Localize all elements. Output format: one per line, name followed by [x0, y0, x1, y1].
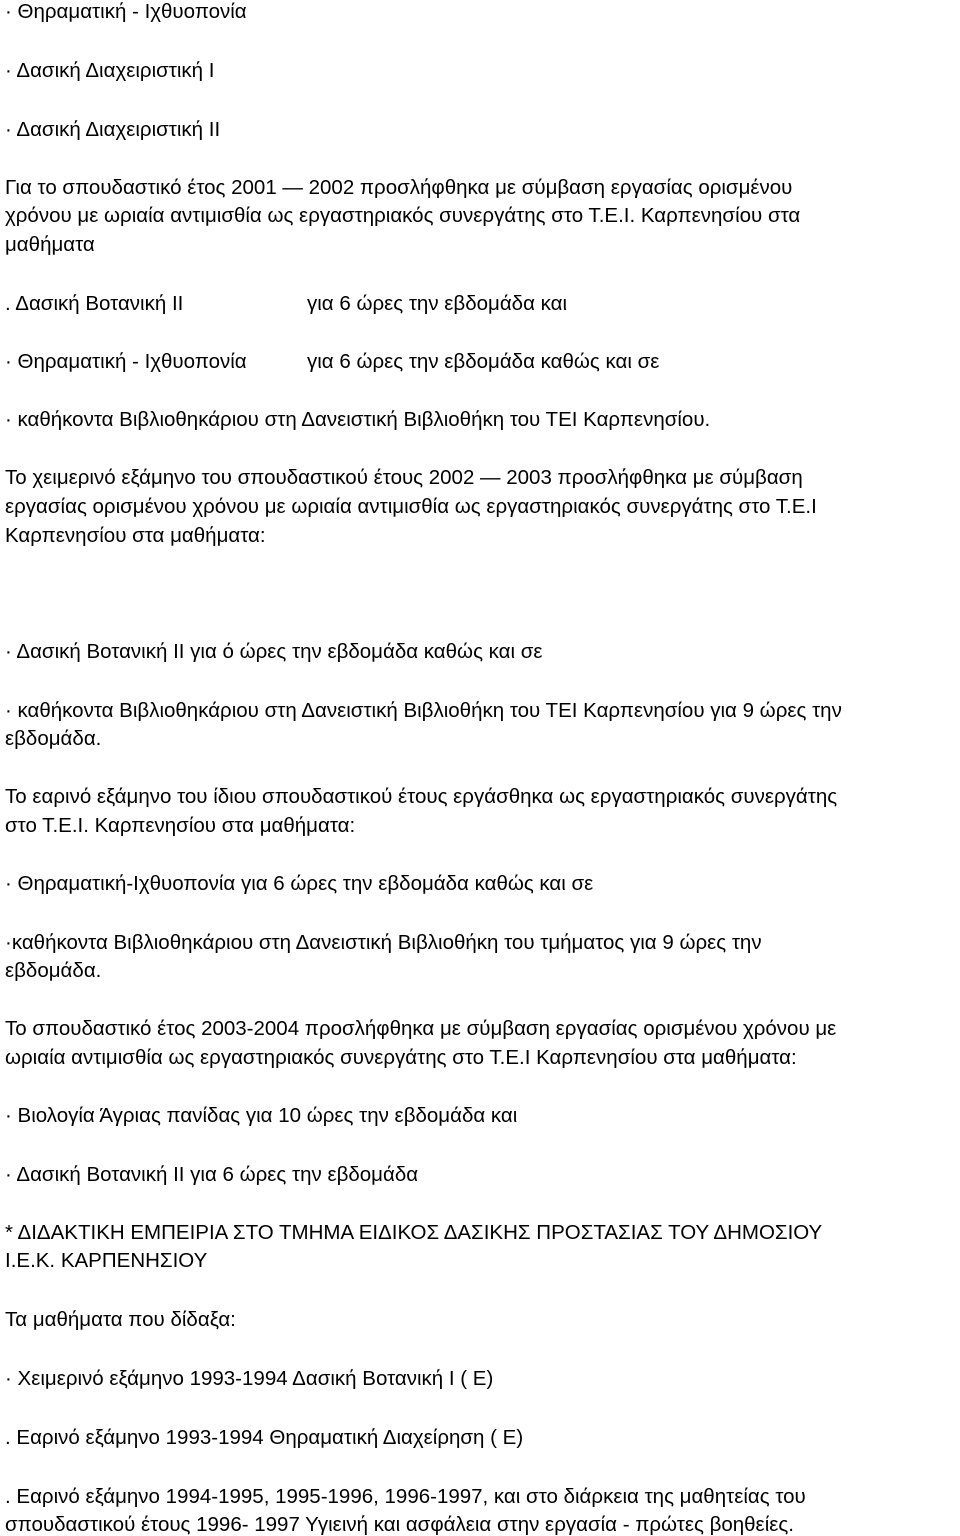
list-item-forest-mgmt-2: · Δασική Διαχειριστική II	[5, 118, 221, 141]
list-item-forest-mgmt-1: · Δασική Διαχειριστική I	[5, 59, 215, 82]
paragraph-line: Το σπουδαστικό έτος 2003-2004 προσλήφθηκα με σύμβαση εργασίας ορισμένου χρόνου με	[5, 1017, 837, 1040]
list-item-hunting-fish: · Θηραματική - Ιχθυοπονία	[5, 0, 247, 23]
course-hours: για 6 ώρες την εβδομάδα και	[307, 292, 568, 315]
list-item: · Δασική Βοτανική II για 6 ώρες την εβδομάδα	[5, 1163, 419, 1186]
list-item: · καθήκοντα Βιβλιοθηκάριου στη Δανειστική Βιβλιοθήκη του ΤΕΙ Καρπενησίου.	[5, 408, 711, 431]
paragraph-line: εργασίας ορισμένου χρόνου με ωριαία αντιμισθία ως εργαστηριακός συνεργάτης στο Τ.Ε.Ι	[5, 495, 817, 518]
list-item: · Χειμερινό εξάμηνο 1993-1994 Δασική Βοτανική I ( Ε)	[5, 1367, 494, 1390]
list-item: · Βιολογία Άγριας πανίδας για 10 ώρες την εβδομάδα και	[5, 1104, 518, 1127]
paragraph-line: Το χειμερινό εξάμηνο του σπουδαστικού έτους 2002 — 2003 προσλήφθηκα με σύμβαση	[5, 466, 803, 489]
list-item-cont: εβδομάδα.	[5, 727, 102, 750]
paragraph-line: Τα μαθήματα που δίδαξα:	[5, 1308, 236, 1331]
paragraph-line: Για το σπουδαστικό έτος 2001 — 2002 προσλήφθηκα με σύμβαση εργασίας ορισμένου	[5, 176, 793, 199]
section-heading: * ΔΙΔΑΚΤΙΚΗ ΕΜΠΕΙΡΙΑ ΣΤΟ ΤΜΗΜΑ ΕΙΔΙΚΟΣ ΔΑΣΙΚΗΣ ΠΡΟΣΤΑΣΙΑΣ ΤΟΥ ΔΗΜΟΣΙΟΥ	[5, 1221, 823, 1244]
list-item: · καθήκοντα Βιβλιοθηκάριου στη Δανειστική Βιβλιοθήκη του ΤΕΙ Καρπενησίου για 9 ώρες την	[5, 699, 842, 722]
list-item-cont: εβδομάδα.	[5, 959, 102, 982]
paragraph-line: ωριαία αντιμισθία ως εργαστηριακός συνεργάτης στο Τ.Ε.Ι Καρπενησίου στα μαθήματα:	[5, 1046, 797, 1069]
paragraph-line: στο Τ.Ε.Ι. Καρπενησίου στα μαθήματα:	[5, 814, 356, 837]
list-item: ·καθήκοντα Βιβλιοθηκάριου στη Δανειστική Βιβλιοθήκη του τμήματος για 9 ώρες την	[5, 931, 762, 954]
paragraph-line: Το εαρινό εξάμηνο του ίδιου σπουδαστικού έτους εργάσθηκα ως εργαστηριακός συνεργάτης	[5, 785, 838, 808]
list-item: . Εαρινό εξάμηνο 1993-1994 Θηραματική Διαχείρηση ( Ε)	[5, 1426, 524, 1449]
course-name: . Δασική Βοτανική II	[5, 292, 184, 315]
list-item-cont: σπουδαστικού έτους 1996- 1997 Υγιεινή και ασφάλεια στην εργασία - πρώτες βοηθείες.	[5, 1513, 794, 1536]
course-hours: για 6 ώρες την εβδομάδα καθώς και σε	[307, 350, 660, 373]
paragraph-line: χρόνου με ωριαία αντιμισθία ως εργαστηριακός συνεργάτης στο Τ.Ε.Ι. Καρπενησίου στα	[5, 204, 801, 227]
list-item: . Εαρινό εξάμηνο 1994-1995, 1995-1996, 1996-1997, και στο διάρκεια της μαθητείας του	[5, 1485, 806, 1508]
list-item: · Δασική Βοτανική II για ό ώρες την εβδομάδα καθώς και σε	[5, 640, 543, 663]
section-heading-cont: Ι.Ε.Κ. ΚΑΡΠΕΝΗΣΙΟΥ	[5, 1249, 208, 1272]
paragraph-line: Καρπενησίου στα μαθήματα:	[5, 524, 266, 547]
paragraph-line: μαθήματα	[5, 233, 95, 256]
list-item: · Θηραματική-Ιχθυοπονία για 6 ώρες την εβδομάδα καθώς και σε	[5, 872, 594, 895]
course-name: · Θηραματική - Ιχθυοπονία	[5, 350, 247, 373]
